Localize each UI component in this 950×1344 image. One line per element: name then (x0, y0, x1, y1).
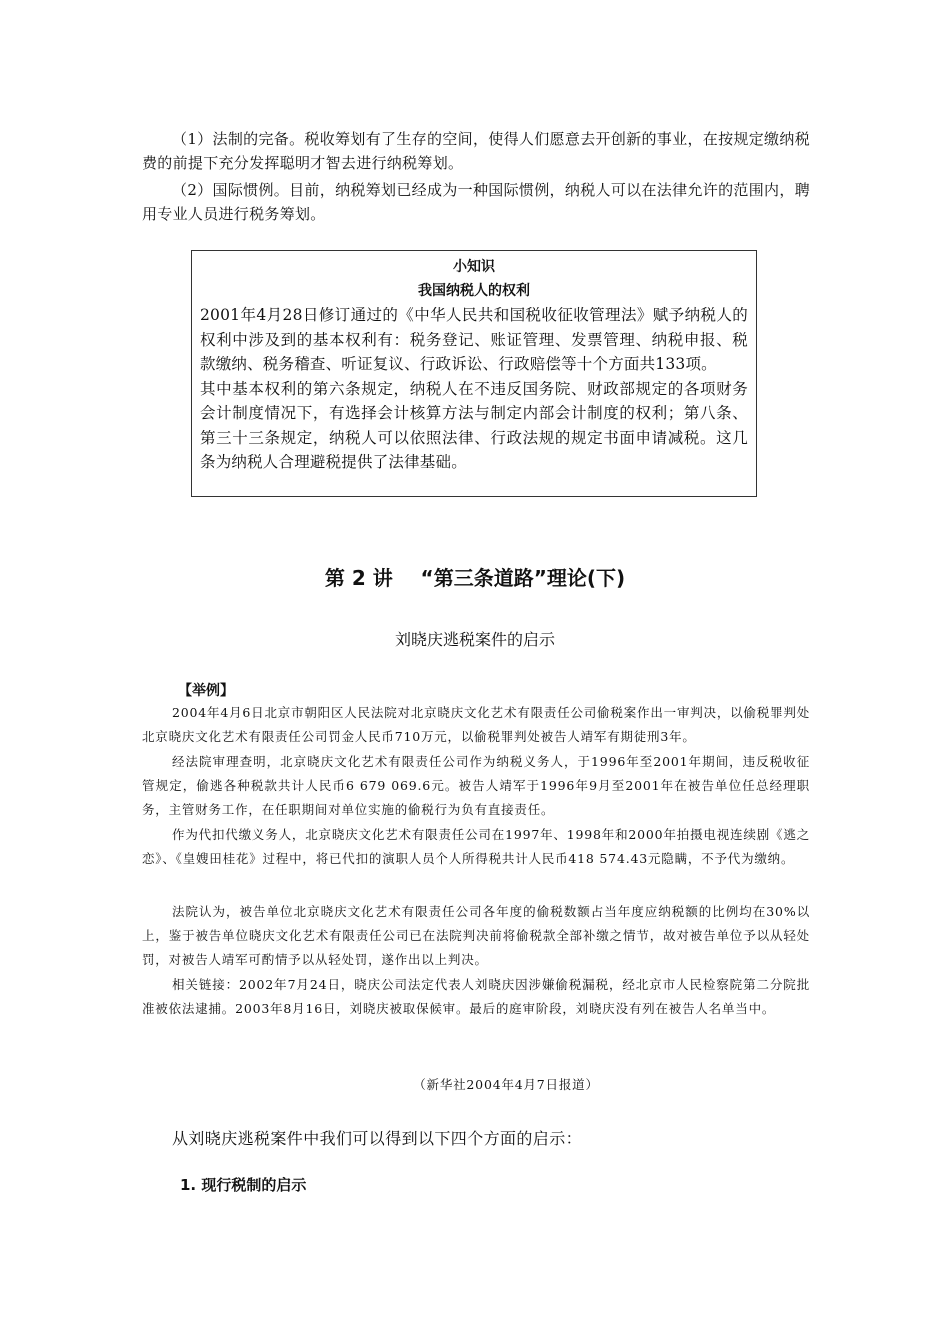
example-paragraph-1: 2004年4月6日北京市朝阳区人民法院对北京晓庆文化艺术有限责任公司偷税案作出一审判决，以偷税罪判处北京晓庆文化艺术有限责任公司罚金人民币710万元，以偷税罪判处被告人靖军有期徒刑3年。 (142, 705, 810, 745)
section-heading: 1. 现行税制的启示 (180, 1176, 307, 1194)
lead-sentence: 从刘晓庆逃税案件中我们可以得到以下四个方面的启示： (172, 1129, 583, 1148)
knowledge-box-paragraph-1: 2001年4月28日修订通过的《中华人民共和国税收征收管理法》赋予纳税人的权利中涉及到的基本权利有：税务登记、账证管理、发票管理、纳税申报、税款缴纳、税务稽查、听证复议、行政诉讼、行政赔偿等十个方面共133项。 (200, 306, 748, 373)
example-paragraph-5: 相关链接：2002年7月24日，晓庆公司法定代表人刘晓庆因涉嫌偷税漏税，经北京市人民检察院第二分院批准被依法逮捕。2003年8月16日，刘晓庆被取保候审。最后的庭审阶段，刘晓庆没有列在被告人名单当中。 (142, 977, 810, 1017)
intro-paragraph-2: （2）国际惯例。目前，纳税筹划已经成为一种国际惯例，纳税人可以在法律允许的范围内，聘用专业人员进行税务筹划。 (142, 181, 810, 223)
knowledge-box-label: 小知识 (453, 259, 495, 275)
knowledge-box (191, 250, 757, 497)
knowledge-box-title: 我国纳税人的权利 (418, 283, 530, 299)
example-label: 【举例】 (178, 683, 234, 699)
lecture-title: 第 2 讲 “第三条道路”理论(下) (324, 566, 626, 590)
intro-paragraph-1: （1）法制的完备。税收筹划有了生存的空间，使得人们愿意去开创新的事业，在按规定缴纳税费的前提下充分发挥聪明才智去进行纳税筹划。 (142, 130, 810, 172)
example-paragraph-2: 经法院审理查明，北京晓庆文化艺术有限责任公司作为纳税义务人，于1996年至2001年期间，违反税收征管规定，偷逃各种税款共计人民币6 679 069.6元。被告人靖军于1996年9月至2001年在被告单位任总经理职务，主管财务工作，在任职期间对单位实施的偷税行为负有直接责任。 (142, 754, 810, 818)
example-paragraph-3: 作为代扣代缴义务人，北京晓庆文化艺术有限责任公司在1997年、1998年和2000年拍摄电视连续剧《逃之恋》、《皇嫂田桂花》过程中，将已代扣的演职人员个人所得税共计人民币418 574.43元隐瞒，不予代为缴纳。 (142, 827, 810, 867)
case-title: 刘晓庆逃税案件的启示 (394, 630, 555, 649)
knowledge-box-paragraph-2: 其中基本权利的第六条规定，纳税人在不违反国务院、财政部规定的各项财务会计制度情况下，有选择会计核算方法与制定内部会计制度的权利；第八条、第三十三条规定，纳税人可以依照法律、行政法规的规定书面申请减税。这几条为纳税人合理避税提供了法律基础。 (200, 379, 748, 471)
example-paragraph-4: 法院认为，被告单位北京晓庆文化艺术有限责任公司各年度的偷税数额占当年度应纳税额的比例均在30%以上，鉴于被告单位晓庆文化艺术有限责任公司已在法院判决前将偷税款全部补缴之情节，故对被告单位予以从轻处罚，对被告人靖军可酌情予以从轻处罚，遂作出以上判决。 (142, 904, 810, 968)
source-note: （新华社2004年4月7日报道） (413, 1077, 599, 1092)
